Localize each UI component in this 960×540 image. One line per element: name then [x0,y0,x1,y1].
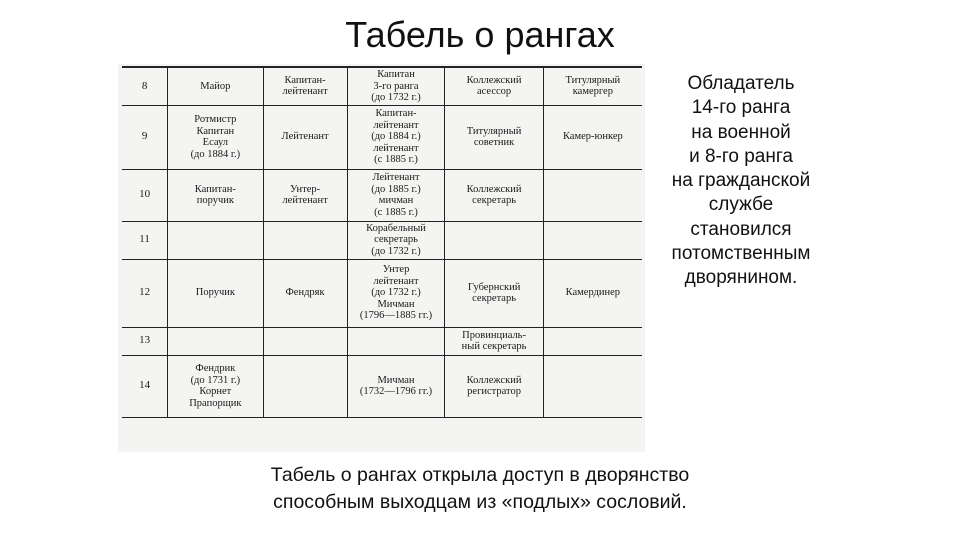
table-row [122,67,642,105]
cell-line: Титулярный [565,74,621,86]
guard-rank-cell [263,355,347,417]
side-note-line: потомственным [671,243,811,265]
civil-rank-cell [445,105,543,169]
cell-line: (до 1884 г.) [190,148,241,160]
fleet-rank-cell [347,327,445,355]
army-rank-cell [168,259,263,327]
army-rank-cell [168,355,263,417]
slide-title: Табель о рангах [345,14,615,55]
cell-line: Лейтенант [372,172,420,183]
court-rank-cell [543,105,642,169]
fleet-rank-cell [347,105,445,169]
court-rank-cell [543,259,642,327]
table-row [122,105,642,169]
civil-rank-cell [445,355,543,417]
cell-line: Ротмистр [194,114,237,125]
cell-line: Прапорщик [189,397,242,409]
cell-line: (до 1884 г.) [371,131,421,143]
fleet-rank-cell [347,355,445,417]
court-rank-cell [543,221,642,259]
army-rank-cell [168,105,263,169]
caption-line: способным выходцам из «подлых» сословий. [273,491,687,513]
table-row [122,169,642,221]
court-rank-cell [543,355,642,417]
cell-line: ный секретарь [461,341,527,352]
table-row [122,221,642,259]
cell-line: Губернский [467,281,521,293]
cell-line: Майор [200,80,231,92]
cell-line: Фендряк [285,287,325,299]
cell-line: (до 1732 г.) [371,92,421,103]
side-note-line: 14-го ранга [691,97,791,119]
cell-line: секретарь [472,195,517,206]
cell-line: Капитан- [284,74,326,86]
cell-line: (1732—1796 гг.) [359,386,433,397]
cell-line: Унтер- [289,183,321,195]
fleet-rank-cell [347,221,445,259]
rank-number-cell: 12 [122,259,168,327]
cell-line: Корнет [199,386,232,397]
army-rank-cell [168,221,263,259]
rank-number-cell: 8 [122,67,168,105]
cell-line: (с 1885 г.) [374,154,418,166]
side-note [646,72,836,291]
table-row [122,259,642,327]
caption-line: Табель о рангах открыла доступ в дворянство [270,464,690,486]
rank-number-cell: 9 [122,105,168,169]
cell-line: (до 1732 г.) [371,287,421,299]
side-note-line: становился [690,218,792,240]
court-rank-cell [543,169,642,221]
fleet-rank-cell [347,67,445,105]
side-note-line: Обладатель [687,73,795,94]
civil-rank-cell [445,259,543,327]
guard-rank-cell [263,327,347,355]
caption [150,462,810,516]
cell-line: Камердинер [565,287,621,299]
cell-line: Есаул [202,137,229,148]
civil-rank-cell [445,327,543,355]
side-note-line: и 8-го ранга [689,145,793,167]
cell-line: Капитан [377,69,415,80]
cell-line: Капитан- [375,108,417,120]
cell-line: советник [473,137,515,148]
cell-line: лейтенант [373,275,419,287]
cell-line: Провинциаль- [462,329,526,341]
side-note-line: дворянином. [684,267,798,289]
side-note-line: на гражданской [671,170,811,192]
cell-line: Коллежский [466,374,522,386]
cell-line: Камер-юнкер [562,131,623,143]
civil-rank-cell [445,169,543,221]
cell-line: Корабельный [366,222,426,234]
cell-line: Титулярный [466,125,522,137]
cell-line: секретарь [374,234,418,246]
cell-line: 3-го ранга [373,80,419,92]
cell-line: лейтенант [282,86,328,98]
cell-line: Фендрик [195,363,236,374]
court-rank-cell [543,327,642,355]
cell-line: (до 1732 г.) [371,245,421,257]
guard-rank-cell [263,105,347,169]
cell-line: (до 1731 г.) [190,374,241,386]
cell-line: поручик [196,195,234,206]
cell-line: лейтенант [282,195,328,206]
cell-line: Лейтенант [281,131,329,143]
cell-line: лейтенант [373,142,419,154]
cell-line: камергер [572,86,613,98]
cell-line: Поручик [195,287,235,299]
cell-line: Коллежский [466,183,522,195]
fleet-rank-cell [347,169,445,221]
cell-line: асессор [476,86,512,98]
civil-rank-cell [445,67,543,105]
army-rank-cell [168,327,263,355]
cell-line: (до 1885 г.) [371,183,421,195]
guard-rank-cell [263,221,347,259]
army-rank-cell [168,169,263,221]
cell-line: (с 1885 г.) [374,206,418,218]
side-note-line: службе [708,194,774,216]
rank-number-cell: 10 [122,169,168,221]
side-note-line: на военной [691,121,791,143]
table-row [122,327,642,355]
table-row [122,355,642,417]
cell-line: Капитан- [194,183,236,195]
cell-line: Мичман [377,298,415,310]
cell-line: мичман [378,195,414,206]
civil-rank-cell [445,221,543,259]
cell-line: регистратор [467,386,521,397]
guard-rank-cell [263,67,347,105]
cell-line: лейтенант [373,119,419,131]
cell-line: Мичман [377,374,415,386]
cell-line: (1796—1885 гг.) [359,310,433,322]
court-rank-cell [543,67,642,105]
cell-line: Капитан [196,125,235,137]
guard-rank-cell [263,169,347,221]
guard-rank-cell [263,259,347,327]
rank-number-cell: 13 [122,327,168,355]
cell-line: Унтер [382,264,410,276]
rank-number-cell: 11 [122,221,168,259]
army-rank-cell [168,67,263,105]
fleet-rank-cell [347,259,445,327]
rank-number-cell: 14 [122,355,168,417]
cell-line: секретарь [472,293,517,304]
ranks-table [122,66,642,418]
cell-line: Коллежский [466,74,522,86]
